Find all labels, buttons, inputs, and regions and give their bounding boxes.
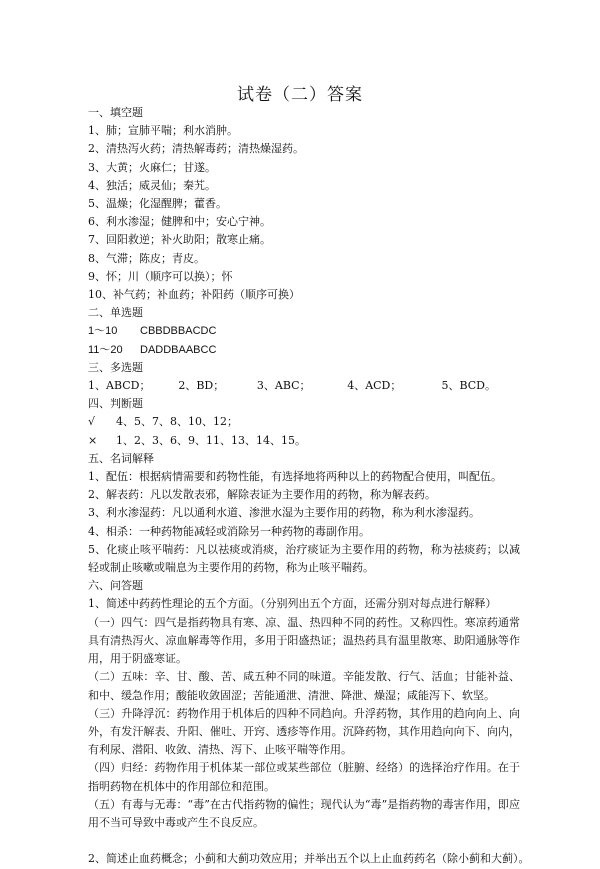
fill-blank-item: 3、大黄；火麻仁；甘遂。: [88, 160, 216, 174]
q1-point: （一）四气：四气是指药物具有寒、凉、温、热四种不同的药性。又称四性。寒凉药通常具有清热泻火、凉血解毒等作用，多用于阳盛热证；温热药具有温里散寒、助阳通脉等作用，用于阴盛寒证。: [88, 615, 520, 666]
multi-choice-answer: 2、BD；: [178, 379, 225, 393]
multi-choice-answer: 4、ACD；: [347, 379, 402, 393]
q1-point: （五）有毒与无毒：“毒”在古代指药物的偏性；现代认为“毒”是指药物的毒害作用，即应用不当可导致中毒或产生不良反应。: [88, 797, 520, 829]
term-item: 4、相杀：一种药物能减轻或消除另一种药物的毒副作用。: [88, 524, 370, 538]
page-title: 试卷（二）答案: [237, 85, 363, 105]
term-item: 3、利水渗湿药：凡以通利水道、渗泄水湿为主要作用的药物，称为利水渗湿药。: [88, 506, 480, 520]
single-choice-answers: CBBDBBACDC: [140, 325, 217, 338]
fill-blank-item: 6、利水渗湿；健脾和中；安心宁神。: [88, 215, 271, 229]
section-heading-terms: 五、名词解释: [88, 451, 154, 465]
single-choice-range: 11～20: [88, 343, 123, 356]
fill-blank-item: 1、肺；宣肺平喘；利水消肿。: [88, 124, 238, 138]
fill-blank-item: 10、补气药；补血药；补阳药（顺序可换）: [88, 288, 300, 302]
section-heading-true-false: 四、判断题: [88, 397, 143, 411]
section-heading-multi-choice: 三、多选题: [88, 360, 143, 374]
question-1: 1、简述中药药性理论的五个方面。（分别列出五个方面，还需分别对每点进行解释）: [88, 597, 497, 611]
blank-line: [88, 832, 520, 850]
section-heading-fill-blank: 一、填空题: [88, 106, 143, 119]
check-mark-icon: √: [88, 415, 96, 429]
true-false-row: [88, 413, 520, 431]
section-heading-single-choice: 二、单选题: [88, 306, 143, 320]
q1-point: （四）归经：药物作用于机体某一部位或某些部位（脏腑、经络）的选择治疗作用。在于指明药物在机体中的作用部位和范围。: [88, 761, 520, 793]
single-choice-row: [88, 322, 520, 340]
multi-choice-answer: 5、BCD。: [441, 379, 496, 393]
fill-blank-item: 2、清热泻火药；清热解毒药；清热燥湿药。: [88, 142, 304, 156]
fill-blank-item: 4、独活；威灵仙；秦艽。: [88, 178, 216, 192]
fill-blank-item: 8、气滞；陈皮；青皮。: [88, 251, 205, 265]
answer-content: [88, 104, 530, 869]
fill-blank-item: 7、回阳救逆；补火助阳；散寒止痛。: [88, 233, 271, 247]
cross-mark-icon: ×: [88, 433, 98, 447]
term-item: 2、解表药：凡以发散表邪，解除表证为主要作用的药物，称为解表药。: [88, 488, 436, 502]
single-choice-row: [88, 341, 520, 359]
fill-blank-item: 9、怀；川（顺序可以换）；怀: [88, 269, 233, 283]
term-item: 1、配伍：根据病情需要和药物性能，有选择地将两种以上的药物配合使用，叫配伍。: [88, 470, 502, 484]
true-items: 4、5、7、8、10、12；: [116, 415, 238, 429]
fill-blank-item: 5、温燥；化湿醒脾；藿香。: [88, 197, 227, 211]
q1-point: （二）五味：辛、甘、酸、苦、咸五种不同的味道。辛能发散、行气、活血；甘能补益、和中、缓急作用；酸能收敛固涩；苦能通泄、清泄、降泄、燥湿；咸能泻下、软坚。: [88, 670, 520, 702]
single-choice-answers: DADDBAABCC: [140, 343, 217, 356]
true-false-row: [88, 432, 520, 450]
question-2: 2、简述止血药概念；小蓟和大蓟功效应用；并举出五个以上止血药药名（除小蓟和大蓟）。: [88, 852, 530, 866]
multi-choice-answer: 3、ABC；: [256, 379, 311, 393]
multi-choice-answers: [88, 377, 520, 395]
q1-point: （三）升降浮沉：药物作用于机体后的四种不同趋向。升浮药物，其作用的趋向向上、向外，有发汗解表、升阳、催吐、开窍、透疹等作用。沉降药物，其作用趋向向下、向内，有利尿、潜阳、收敛、清热、泻下、止咳平喘等作用。: [88, 706, 520, 757]
single-choice-range: 1～10: [88, 325, 118, 338]
term-item: 5、化痰止咳平喘药：凡以祛痰或消痰，治疗痰证为主要作用的药物，称为祛痰药；以减轻或制止咳嗽或喘息为主要作用的药物，称为止咳平喘药。: [88, 542, 520, 575]
section-heading-qa: 六、问答题: [88, 579, 143, 593]
false-items: 1、2、3、6、9、11、13、14、15。: [116, 433, 306, 447]
multi-choice-answer: 1、ABCD；: [88, 379, 151, 393]
